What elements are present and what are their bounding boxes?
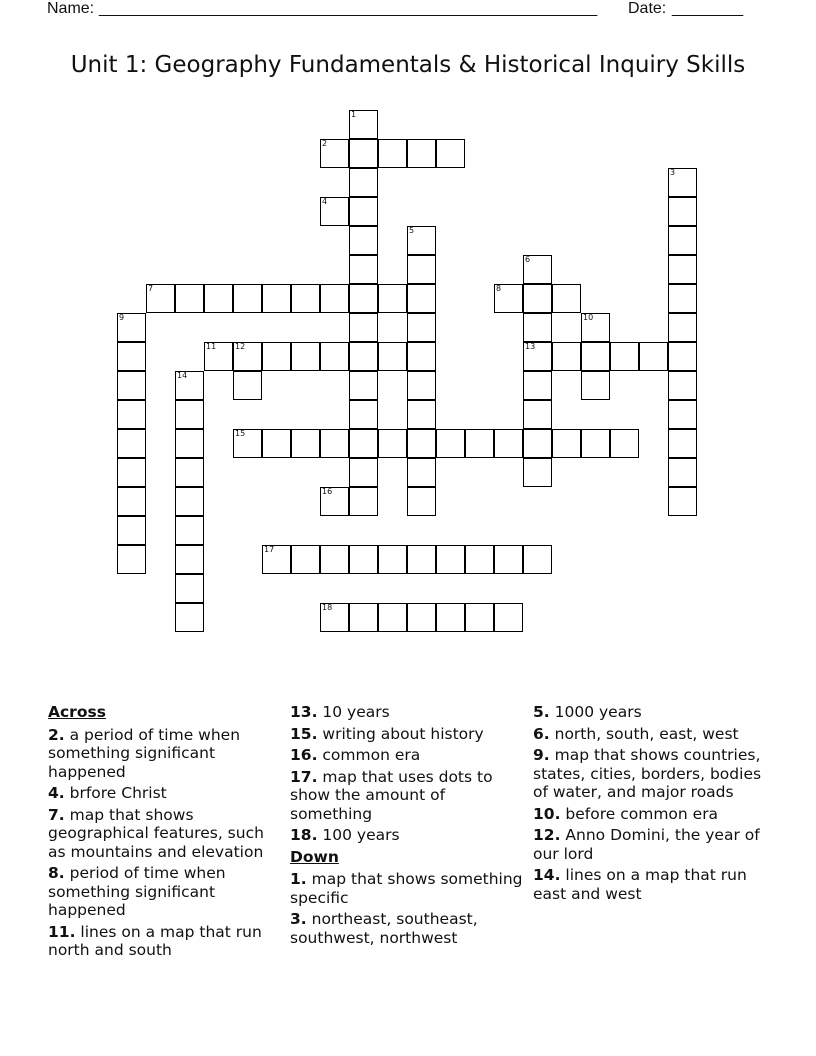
grid-cell[interactable] [349,313,378,342]
grid-cell[interactable] [523,429,552,458]
clue-text: northeast, southeast, southwest, northwest [290,910,478,947]
grid-cell[interactable] [494,429,523,458]
grid-cell[interactable] [349,487,378,516]
grid-cell[interactable] [349,284,378,313]
grid-cell[interactable] [262,284,291,313]
grid-cell[interactable] [349,168,378,197]
grid-cell[interactable] [349,400,378,429]
grid-cell[interactable] [407,400,436,429]
clue-across-8 [48,864,284,920]
grid-cell[interactable] [436,603,465,632]
grid-cell[interactable] [407,139,436,168]
grid-cell[interactable] [407,429,436,458]
clue-number: 12. [533,826,561,844]
grid-cell[interactable] [552,429,581,458]
grid-cell[interactable] [262,429,291,458]
clue-number-label: 1 [351,110,357,119]
grid-cell[interactable] [668,284,697,313]
clue-number: 9. [533,746,550,764]
date-label: Date: [628,0,667,17]
grid-cell[interactable] [407,342,436,371]
clue-text: 10 years [322,703,390,721]
clue-number-label: 4 [322,197,328,206]
clue-down-10 [533,805,773,824]
grid-cell[interactable] [349,255,378,284]
grid-cell[interactable] [407,371,436,400]
clue-text: map that shows countries, states, cities, borders, bodies of water, and major roads [533,746,762,801]
grid-cell[interactable] [378,139,407,168]
clue-number: 16. [290,746,318,764]
clue-number: 14. [533,866,561,884]
clue-number-label: 6 [525,255,531,264]
clue-across-17 [290,768,526,824]
clue-text: 1000 years [554,703,642,721]
clue-across-11 [48,923,284,960]
clue-number: 18. [290,826,318,844]
grid-cell[interactable] [523,458,552,487]
clue-number-label: 14 [177,371,188,380]
clue-number: 1. [290,870,307,888]
grid-cell[interactable] [175,545,204,574]
clue-text: writing about history [322,724,484,743]
grid-cell[interactable] [407,603,436,632]
grid-cell[interactable] [291,284,320,313]
grid-cell[interactable] [465,429,494,458]
grid-cell[interactable] [436,429,465,458]
grid-cell[interactable] [407,313,436,342]
grid-cell[interactable] [175,574,204,603]
clue-text: a period of time when something significant happened [48,725,241,781]
clue-number: 6. [533,724,550,743]
grid-cell[interactable] [407,284,436,313]
grid-cell[interactable] [349,545,378,574]
grid-cell[interactable] [407,255,436,284]
grid-cell[interactable] [639,342,668,371]
grid-cell[interactable] [668,226,697,255]
grid-cell[interactable] [117,458,146,487]
clue-text: 100 years [322,826,400,844]
clue-text: north, south, east, west [554,724,739,743]
grid-cell[interactable] [407,545,436,574]
clues-column-1 [48,703,284,963]
name-label: Name: [47,0,95,17]
clue-down-3 [290,910,526,947]
clue-down-14 [533,866,773,903]
date-field[interactable]: ________ [672,0,744,17]
clue-number-label: 9 [119,313,125,322]
clue-down-5 [533,703,773,722]
grid-cell[interactable] [117,400,146,429]
clue-number: 13. [290,703,318,721]
grid-cell[interactable] [465,545,494,574]
grid-cell[interactable] [610,342,639,371]
grid-cell[interactable] [291,429,320,458]
clue-across-15 [290,725,526,744]
clue-number: 15. [290,724,318,743]
grid-cell[interactable] [320,284,349,313]
grid-cell[interactable] [291,545,320,574]
grid-cell[interactable] [436,139,465,168]
clues-column-2 [290,703,526,950]
grid-cell[interactable] [117,487,146,516]
grid-cell[interactable] [407,487,436,516]
grid-cell[interactable] [668,197,697,226]
clue-down-6 [533,725,773,744]
clue-number-label: 10 [583,313,594,322]
clue-number: 10. [533,804,561,823]
clue-number-label: 18 [322,603,333,612]
clue-number-label: 2 [322,139,328,148]
grid-cell[interactable] [233,371,262,400]
clue-down-1 [290,870,526,907]
grid-cell[interactable] [117,429,146,458]
clue-number-label: 8 [496,284,502,293]
clue-number-label: 16 [322,487,333,496]
grid-cell[interactable] [668,371,697,400]
grid-cell[interactable] [320,342,349,371]
clue-number-label: 15 [235,429,246,438]
grid-cell[interactable] [320,545,349,574]
grid-cell[interactable] [175,487,204,516]
grid-cell[interactable] [204,284,233,313]
grid-cell[interactable] [552,342,581,371]
grid-cell[interactable] [610,429,639,458]
clue-text: Anno Domini, the year of our lord [533,826,760,863]
grid-cell[interactable] [523,400,552,429]
grid-cell[interactable] [668,342,697,371]
grid-cell[interactable] [175,458,204,487]
grid-cell[interactable] [581,429,610,458]
grid-cell[interactable] [552,284,581,313]
across-heading: Across [48,703,106,721]
grid-cell[interactable] [117,371,146,400]
clue-text: common era [322,746,421,764]
grid-cell[interactable] [349,342,378,371]
grid-cell[interactable] [320,429,349,458]
down-heading: Down [290,847,339,866]
grid-cell[interactable] [117,342,146,371]
grid-cell[interactable] [175,429,204,458]
grid-cell[interactable] [668,313,697,342]
grid-cell[interactable] [494,545,523,574]
grid-cell[interactable] [117,545,146,574]
name-field[interactable]: ________________________________________________________ [99,0,598,17]
clue-text: map that shows geographical features, such as mountains and elevation [48,805,264,861]
clue-text: lines on a map that run east and west [533,866,747,903]
grid-cell[interactable] [668,429,697,458]
clue-text: brfore Christ [69,784,167,802]
grid-cell[interactable] [378,429,407,458]
clue-number: 17. [290,767,318,786]
grid-cell[interactable] [378,545,407,574]
grid-cell[interactable] [668,255,697,284]
grid-cell[interactable] [523,545,552,574]
grid-cell[interactable] [378,342,407,371]
clue-across-13 [290,703,526,722]
grid-cell[interactable] [262,342,291,371]
clue-number: 5. [533,703,550,721]
grid-cell[interactable] [581,342,610,371]
clue-number: 7. [48,805,65,824]
grid-cell[interactable] [436,545,465,574]
clue-across-16 [290,746,526,765]
clue-number-label: 7 [148,284,154,293]
clue-down-9 [533,746,773,802]
grid-cell[interactable] [117,516,146,545]
grid-cell[interactable] [349,429,378,458]
grid-cell[interactable] [349,371,378,400]
grid-cell[interactable] [175,400,204,429]
clue-number: 2. [48,725,65,744]
clue-number-label: 12 [235,342,246,351]
clue-across-4 [48,784,284,803]
grid-cell[interactable] [668,400,697,429]
clue-number-label: 13 [525,342,536,351]
clue-number-label: 3 [670,168,676,177]
grid-cell[interactable] [349,603,378,632]
grid-cell[interactable] [291,342,320,371]
grid-cell[interactable] [349,197,378,226]
clue-text: lines on a map that run north and south [48,922,262,959]
grid-cell[interactable] [378,603,407,632]
grid-cell[interactable] [175,603,204,632]
clue-text: before common era [565,804,719,823]
grid-cell[interactable] [175,516,204,545]
clue-number-label: 17 [264,545,275,554]
grid-cell[interactable] [523,313,552,342]
grid-cell[interactable] [378,284,407,313]
clue-text: period of time when something significant happened [48,864,226,919]
grid-cell[interactable] [581,371,610,400]
grid-cell[interactable] [349,139,378,168]
clue-across-7 [48,806,284,862]
grid-cell[interactable] [407,458,436,487]
clue-number: 4. [48,784,65,802]
grid-cell[interactable] [523,371,552,400]
clue-number-label: 5 [409,226,415,235]
grid-cell[interactable] [494,603,523,632]
grid-cell[interactable] [175,284,204,313]
clue-text: map that uses dots to show the amount of something [290,767,493,823]
grid-cell[interactable] [668,487,697,516]
clue-number-label: 11 [206,342,217,351]
page-title: Unit 1: Geography Fundamentals & Historical Inquiry Skills [70,52,746,78]
clue-number: 3. [290,910,307,928]
clue-down-12 [533,826,773,863]
grid-cell[interactable] [349,226,378,255]
grid-cell[interactable] [233,284,262,313]
clue-number: 8. [48,864,65,882]
clues-column-3 [533,703,773,906]
clue-across-2 [48,726,284,782]
grid-cell[interactable] [465,603,494,632]
clue-text: map that shows something specific [290,870,523,907]
grid-cell[interactable] [349,458,378,487]
clue-number: 11. [48,922,76,941]
grid-cell[interactable] [668,458,697,487]
grid-cell[interactable] [523,284,552,313]
clue-across-18 [290,826,526,845]
